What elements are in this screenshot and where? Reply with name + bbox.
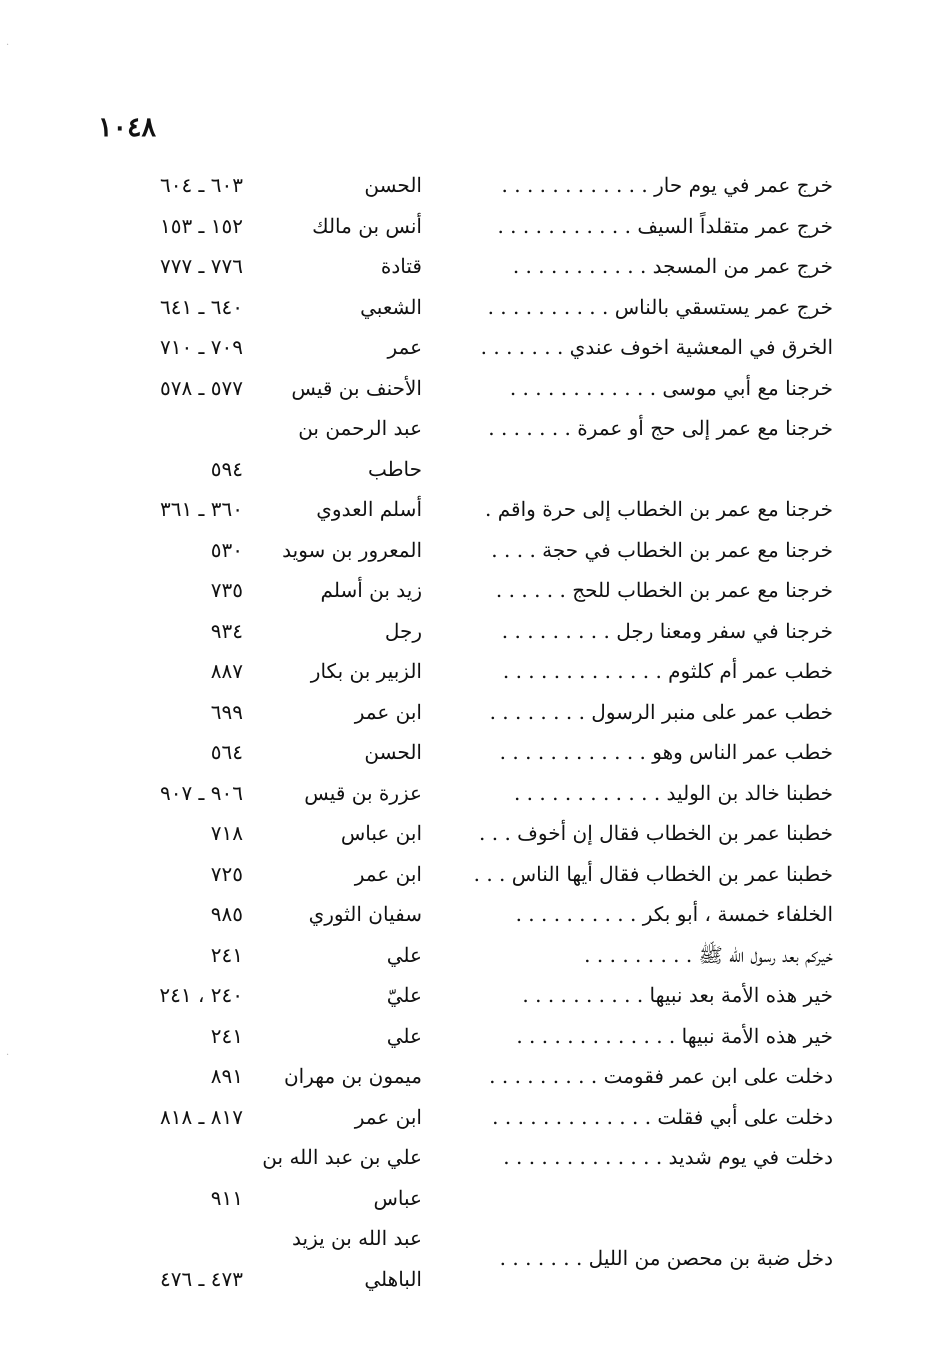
narrator-name: عزرة بن قيس [304, 780, 422, 805]
page-reference: ٧٢٥ [210, 861, 243, 886]
hadith-phrase: خطب عمر الناس وهو . . . . . . . . . . . . [499, 740, 833, 764]
table-row [0, 854, 940, 895]
narrator-name: رجل [384, 618, 422, 643]
page-reference: ٧٠٩ ـ ٧١٠ [159, 335, 243, 359]
narrator-name: أسلم العدوي [316, 497, 422, 521]
narrator-name: ابن عباس [340, 821, 422, 845]
narrator-name: حاطب [367, 456, 422, 481]
narrator-name: أنس بن مالك [312, 213, 422, 238]
hadith-phrase: خطبنا عمر بن الخطاب فقال أيها الناس . . . [473, 861, 833, 886]
page-reference: ٨١٧ ـ ٨١٨ [159, 1104, 243, 1129]
hadith-phrase: دخلت على أبي فقلت . . . . . . . . . . . . . [492, 1104, 833, 1129]
table-row [0, 206, 940, 247]
narrator-name: الشعبي [360, 294, 422, 319]
table-row [0, 813, 940, 854]
hadith-phrase: خرجنا مع أبي موسى . . . . . . . . . . . . [509, 375, 833, 400]
hadith-phrase: دخلت في يوم شديد . . . . . . . . . . . . . [503, 1145, 833, 1169]
page-reference: ٥٦٤ [210, 740, 243, 764]
narrator-name: عليّ [386, 983, 422, 1007]
narrator-name: ابن عمر [354, 1104, 422, 1129]
table-row [0, 732, 940, 773]
narrator-name: عباس [373, 1185, 422, 1210]
narrator-name: ابن عمر [354, 861, 422, 886]
hadith-phrase: خرجنا في سفر ومعنا رجل . . . . . . . . . [501, 618, 833, 643]
page-number: ١٠٤٨ [98, 112, 157, 143]
table-row [0, 570, 940, 611]
page-reference: ٧١٨ [210, 821, 243, 845]
margin-speck: · [6, 1050, 10, 1061]
page-reference: ٩٠٦ ـ ٩٠٧ [159, 780, 243, 805]
page-reference: ٨٩١ [210, 1064, 243, 1088]
hadith-phrase: خرجنا مع عمر إلى حج أو عمرة . . . . . . . [488, 416, 833, 440]
hadith-phrase: خير هذه الأمة نبيها . . . . . . . . . . . . . [516, 1023, 833, 1048]
page-reference: ٥٩٤ [210, 456, 243, 481]
table-row [0, 530, 940, 571]
page-reference: ٣٦٠ ـ ٣٦١ [159, 497, 243, 521]
page-reference: ٢٤١ [210, 942, 243, 967]
hadith-phrase: خيركم بعد رسول الله ﷺ . . . . . . . . . [584, 942, 833, 967]
narrator-name: علي بن عبد الله بن [262, 1145, 422, 1169]
hadith-phrase: خرج عمر في يوم حار . . . . . . . . . . . . [501, 173, 833, 197]
narrator-name: الحسن [364, 740, 422, 764]
hadith-phrase: خطبنا خالد بن الوليد . . . . . . . . . . . . [513, 780, 833, 805]
page-reference: ٦٤٠ ـ ٦٤١ [159, 294, 243, 319]
table-row [0, 935, 940, 976]
hadith-phrase: دخل ضبة بن محصن من الليل . . . . . . . [499, 1246, 833, 1270]
table-row [0, 975, 940, 1016]
page-reference: ٦٠٣ ـ ٦٠٤ [159, 173, 243, 197]
page-reference: ٥٧٧ ـ ٥٧٨ [159, 375, 243, 400]
narrator-name: قتادة [380, 254, 422, 278]
table-row [0, 773, 940, 814]
table-row [0, 246, 940, 287]
hadith-phrase: الخلفاء خمسة ، أبو بكر . . . . . . . . . . [515, 902, 833, 926]
table-row [0, 1259, 940, 1300]
table-row [0, 611, 940, 652]
narrator-name: علي [386, 1023, 422, 1048]
narrator-name: الأحنف بن قيس [291, 375, 422, 400]
page-reference: ٩٨٥ [210, 902, 243, 926]
table-row [0, 1137, 940, 1178]
narrator-name: المعرور بن سويد [282, 537, 422, 562]
hadith-phrase: خرجنا مع عمر بن الخطاب للحج . . . . . . [495, 578, 833, 602]
page-reference: ٨٨٧ [210, 659, 243, 683]
table-row [0, 1097, 940, 1138]
table-row [0, 1178, 940, 1219]
hadith-phrase: خطب عمر أم كلثوم . . . . . . . . . . . . . [502, 659, 833, 683]
narrator-name: عمر [387, 335, 422, 359]
page-reference: ٧٣٥ [210, 578, 243, 602]
page-reference: ٢٤٠ ، ٢٤١ [159, 983, 243, 1007]
narrator-name: الحسن [364, 173, 422, 197]
hadith-phrase: الخرق في المعشية اخوف عندي . . . . . . . [480, 335, 833, 359]
table-row [0, 165, 940, 206]
narrator-name: علي [386, 942, 422, 967]
narrator-name: زيد بن أسلم [320, 578, 422, 602]
hadith-phrase: خطب عمر على منبر الرسول . . . . . . . . [489, 699, 833, 724]
page-reference: ٩٣٤ [210, 618, 243, 643]
table-row [0, 327, 940, 368]
hadith-phrase: دخلت على ابن عمر فقومت . . . . . . . . . [489, 1064, 833, 1088]
page-reference: ٦٩٩ [210, 699, 243, 724]
table-row [0, 287, 940, 328]
margin-speck: · [6, 40, 10, 51]
hadith-phrase: خرج عمر يستسقي بالناس . . . . . . . . . . [487, 294, 833, 319]
narrator-name: عبد الرحمن بن [298, 416, 422, 440]
table-row [0, 1016, 940, 1057]
page-reference: ٤٧٣ ـ ٤٧٦ [159, 1266, 243, 1291]
hadith-phrase: خرجنا مع عمر بن الخطاب إلى حرة واقم . [485, 497, 833, 521]
hadith-phrase: خرج عمر من المسجد . . . . . . . . . . . [512, 254, 833, 278]
table-row [0, 1056, 940, 1097]
table-row [0, 489, 940, 530]
page-reference: ٢٤١ [210, 1023, 243, 1048]
page-reference: ٩١١ [210, 1185, 243, 1210]
narrator-name: الباهلي [364, 1266, 422, 1291]
page-reference: ١٥٢ ـ ١٥٣ [159, 213, 243, 238]
hadith-phrase: خطبنا عمر بن الخطاب فقال إن أخوف . . . [479, 821, 833, 845]
table-row [0, 368, 940, 409]
table-row [0, 894, 940, 935]
narrator-name: الزبير بن بكار [310, 659, 422, 683]
hadith-phrase: خرجنا مع عمر بن الخطاب في حجة . . . . [491, 537, 833, 562]
narrator-name: عبد الله بن يزيد [292, 1226, 422, 1250]
table-row [0, 449, 940, 490]
table-row [0, 651, 940, 692]
page-reference: ٥٣٠ [210, 537, 243, 562]
narrator-name: سفيان الثوري [308, 902, 422, 926]
hadith-phrase: خرج عمر متقلداً السيف . . . . . . . . . . . [497, 213, 833, 238]
narrator-name: ابن عمر [354, 699, 422, 724]
table-row [0, 408, 940, 449]
hadith-phrase: خير هذه الأمة بعد نبيها . . . . . . . . . . [522, 983, 833, 1007]
page-reference: ٧٧٦ ـ ٧٧٧ [159, 254, 243, 278]
narrator-name: ميمون بن مهران [283, 1064, 422, 1088]
table-row [0, 692, 940, 733]
